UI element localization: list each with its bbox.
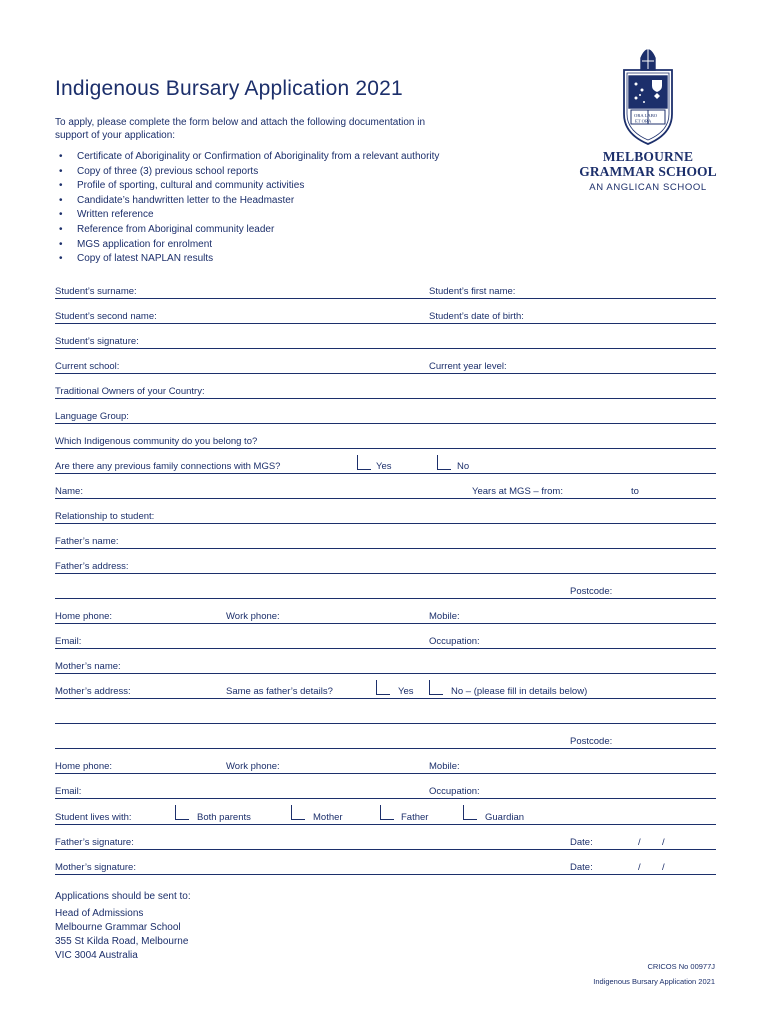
relationship-label: Relationship to student: [55,511,155,522]
second-name-field[interactable] [55,323,716,324]
years-to-label: to [631,486,639,497]
same-no-label: No – (please fill in details below) [451,686,588,697]
traditional-owners-label: Traditional Owners of your Country: [55,386,205,397]
date-slash: / [638,837,641,848]
mothers-occupation-label: Occupation: [429,786,480,797]
language-group-field[interactable] [55,423,716,424]
mothers-name-label: Mother’s name: [55,661,121,672]
current-school-label: Current school: [55,361,120,372]
fathers-address-field[interactable] [55,573,716,574]
father-checkbox[interactable] [380,805,394,820]
fathers-name-field[interactable] [55,548,716,549]
name-label: Name: [55,486,83,497]
mothers-address-field-2[interactable] [55,723,716,724]
mothers-work-phone-label: Work phone: [226,761,280,772]
guardian-checkbox[interactable] [463,805,477,820]
fathers-postcode-label: Postcode: [570,586,613,597]
mailing-address [55,890,191,963]
signature-field[interactable] [55,348,716,349]
school-name-line1: MELBOURNE [602,149,694,164]
mothers-signature-field[interactable] [55,874,716,875]
list-item: • Certificate of Aboriginality or Confirmation of Aboriginality from a relevant authority [55,150,575,165]
list-item: • Copy of latest NAPLAN results [55,252,575,267]
mothers-name-field[interactable] [55,673,716,674]
application-form [55,0,715,1024]
fathers-address-field-2[interactable] [55,598,716,599]
current-school-field[interactable] [55,373,716,374]
fathers-signature-label: Father’s signature: [55,837,134,848]
address-line: 355 St Kilda Road, Melbourne [55,936,189,947]
language-group-label: Language Group: [55,411,129,422]
mothers-phone-field[interactable] [55,773,716,774]
same-yes-checkbox[interactable] [376,680,390,695]
mother-label: Mother [313,812,343,823]
name-field[interactable] [55,498,716,499]
address-line: Head of Admissions [55,908,144,919]
family-no-label: No [457,461,470,472]
surname-field[interactable] [55,298,716,299]
date-slash: / [662,862,665,873]
mothers-address-label: Mother’s address: [55,686,131,697]
mothers-postcode-label: Postcode: [570,736,613,747]
list-item: • Reference from Aboriginal community leader [55,223,575,238]
school-tagline: AN ANGLICAN SCHOOL [589,182,707,193]
traditional-owners-field[interactable] [55,398,716,399]
mothers-email-label: Email: [55,786,82,797]
same-no-checkbox[interactable] [429,680,443,695]
fathers-work-phone-label: Work phone: [226,611,280,622]
mothers-home-phone-label: Home phone: [55,761,113,772]
fathers-email-label: Email: [55,636,82,647]
date-slash: / [662,837,665,848]
first-name-label: Student’s first name: [429,286,516,297]
mothers-date-label: Date: [570,862,593,873]
footer-doc-title: Indigenous Bursary Application 2021 [593,977,715,986]
mothers-email-field[interactable] [55,798,716,799]
both-parents-label: Both parents [197,812,251,823]
list-item: • MGS application for enrolment [55,238,575,253]
fathers-home-phone-label: Home phone: [55,611,113,622]
mother-checkbox[interactable] [291,805,305,820]
father-label: Father [401,812,429,823]
surname-label: Student’s surname: [55,286,137,297]
list-item: • Profile of sporting, cultural and community activities [55,179,575,194]
list-item: • Copy of three (3) previous school reports [55,165,575,180]
list-item: • Candidate’s handwritten letter to the Headmaster [55,194,575,209]
guardian-label: Guardian [485,812,525,823]
fathers-date-label: Date: [570,837,593,848]
fathers-email-field[interactable] [55,648,716,649]
fathers-occupation-label: Occupation: [429,636,480,647]
mothers-address-field-3[interactable] [55,748,716,749]
family-connections-label: Are there any previous family connections with MGS? [55,461,281,472]
family-yes-checkbox[interactable] [357,455,371,470]
mothers-signature-label: Mother’s signature: [55,862,136,873]
same-yes-label: Yes [398,686,414,697]
relationship-field[interactable] [55,523,716,524]
mothers-address-field[interactable] [55,698,716,699]
intro-text: To apply, please complete the form below and attach the following documentation in support of your application: [55,117,426,141]
date-slash: / [638,862,641,873]
list-item: • Written reference [55,208,575,223]
fathers-phone-field[interactable] [55,623,716,624]
crest-motto-line2: ET ORA [635,118,652,124]
fathers-mobile-label: Mobile: [429,611,460,622]
both-parents-checkbox[interactable] [175,805,189,820]
family-yes-label: Yes [376,461,392,472]
signature-label: Student’s signature: [55,336,139,347]
dob-label: Student’s date of birth: [429,311,524,322]
page-title: Indigenous Bursary Application 2021 [55,77,403,100]
same-as-father-label: Same as father’s details? [226,686,333,697]
divider [55,824,716,825]
year-level-label: Current year level: [429,361,507,372]
school-name-line2: GRAMMAR SCHOOL [579,164,717,179]
second-name-label: Student’s second name: [55,311,157,322]
family-no-checkbox[interactable] [437,455,451,470]
fathers-address-label: Father’s address: [55,561,129,572]
divider [55,473,716,474]
send-to-label: Applications should be sent to: [55,891,191,902]
community-field[interactable] [55,448,716,449]
address-line: Melbourne Grammar School [55,922,181,933]
years-at-mgs-label: Years at MGS – from: [472,486,563,497]
cricos-number: CRICOS No 00977J [647,962,715,971]
community-label: Which Indigenous community do you belong to? [55,436,258,447]
address-line: VIC 3004 Australia [55,950,138,961]
fathers-name-label: Father’s name: [55,536,119,547]
fathers-signature-field[interactable] [55,849,716,850]
crest-motto-line1: ORA LABO [634,113,658,118]
mothers-mobile-label: Mobile: [429,761,460,772]
student-lives-with-label: Student lives with: [55,812,132,823]
